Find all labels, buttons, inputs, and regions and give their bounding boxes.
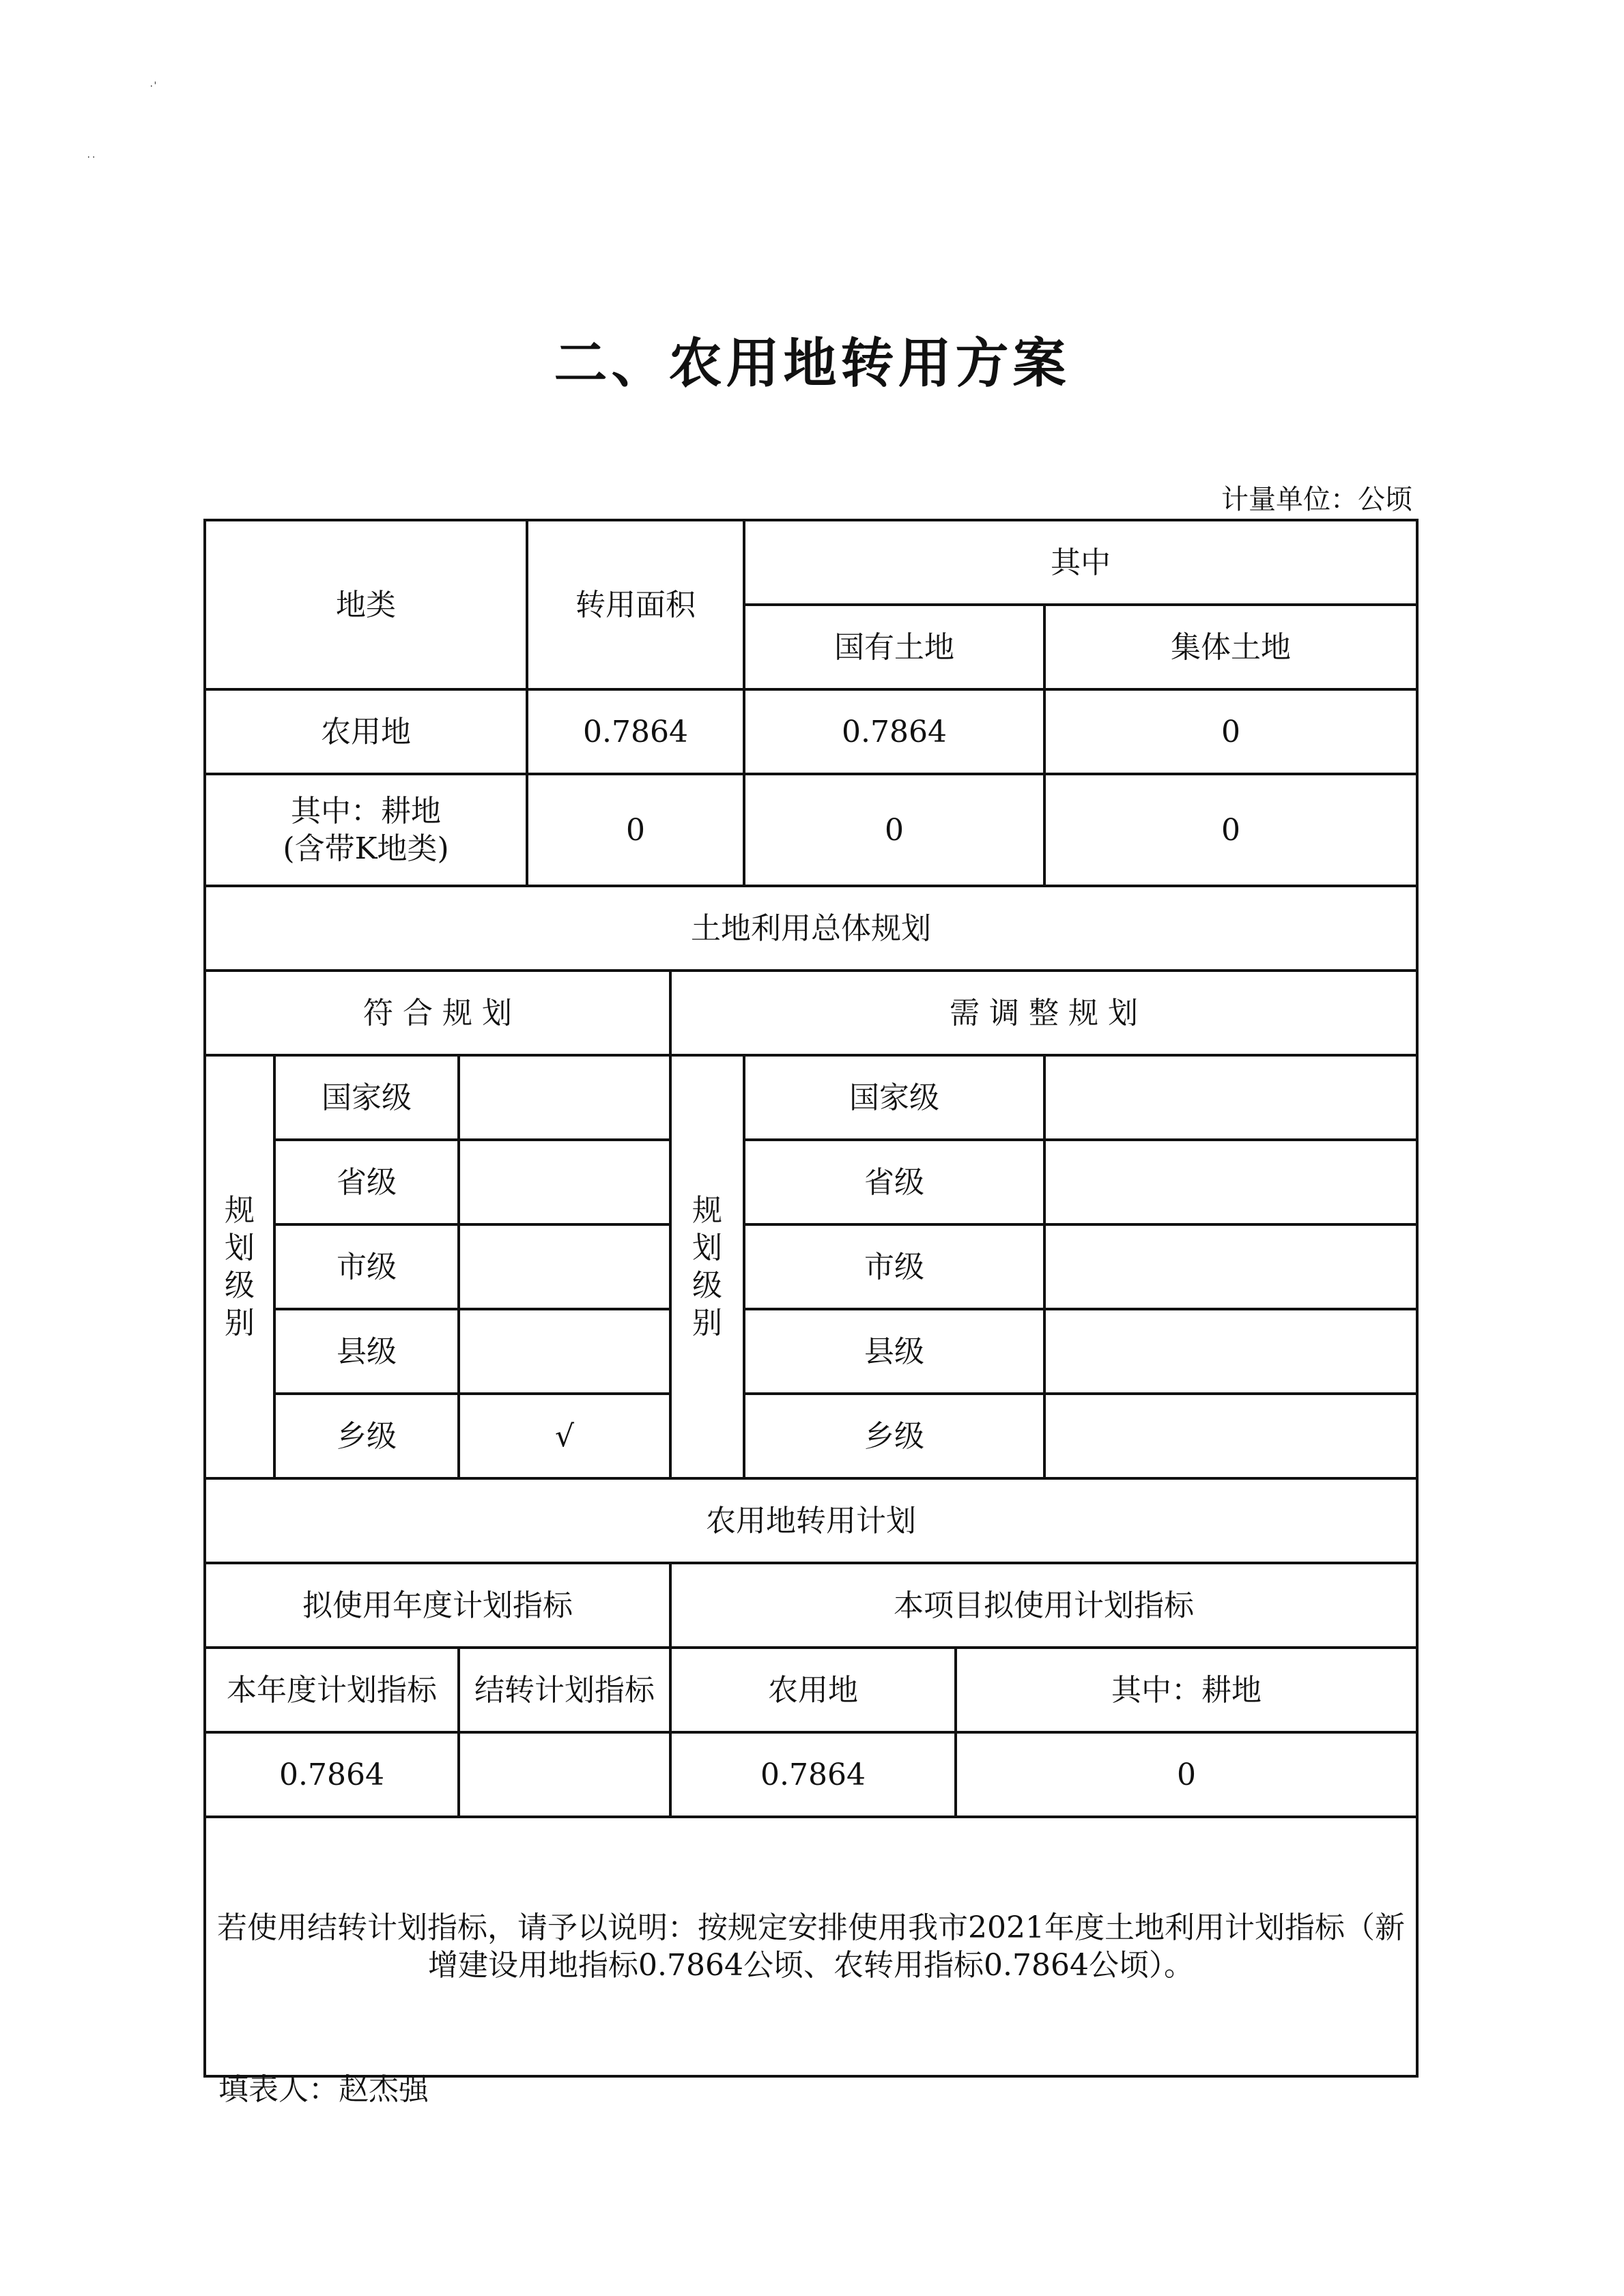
level-row xyxy=(205,1394,1417,1478)
adjust-mark xyxy=(1044,1394,1417,1478)
adjust-mark xyxy=(1044,1140,1417,1224)
carried-over-value xyxy=(459,1732,670,1817)
measurement-unit: 计量单位：公顷 xyxy=(1221,484,1412,515)
cultivated-header: 其中：耕地 xyxy=(956,1648,1417,1732)
header-conversion-area: 转用面积 xyxy=(527,520,744,689)
quota-header-row xyxy=(205,1563,1417,1648)
conversion-plan-table xyxy=(203,519,1419,2078)
scan-speck: ٠٠ xyxy=(86,152,97,162)
level-row xyxy=(205,1224,1417,1309)
header-row-1 xyxy=(205,520,1417,605)
header-land-type: 地类 xyxy=(205,520,527,689)
level-label: 乡级 xyxy=(744,1394,1044,1478)
page-title: 二、农用地转用方案 xyxy=(554,333,1070,394)
annual-quota-header: 拟使用年度计划指标 xyxy=(205,1563,670,1648)
level-label: 市级 xyxy=(744,1224,1044,1309)
compliant-header: 符 合 规 划 xyxy=(205,971,670,1055)
compliant-mark xyxy=(459,1140,670,1224)
level-label: 国家级 xyxy=(274,1055,459,1140)
cultivated-value: 0 xyxy=(956,1732,1417,1817)
level-group-char: 级 xyxy=(225,1268,255,1303)
section-title-conversion: 农用地转用计划 xyxy=(205,1478,1417,1563)
note-text: 若使用结转计划指标，请予以说明：按规定安排使用我市2021年度土地利用计划指标（新增建设用地指标0.7864公顷、农转用指标0.7864公顷）。 xyxy=(205,1817,1417,2076)
row-label-line2: (含带K地类) xyxy=(283,831,449,866)
cell-collective: 0 xyxy=(1044,774,1417,886)
header-of-which: 其中 xyxy=(744,520,1417,605)
compliant-mark xyxy=(459,1055,670,1140)
level-group-char: 别 xyxy=(692,1306,723,1340)
level-group-char: 划 xyxy=(225,1231,255,1265)
level-label: 国家级 xyxy=(744,1055,1044,1140)
level-label: 乡级 xyxy=(274,1394,459,1478)
header-state-land: 国有土地 xyxy=(744,605,1044,689)
level-group-char: 规 xyxy=(692,1193,723,1228)
carried-over-header: 结转计划指标 xyxy=(459,1648,670,1732)
row-label: 农用地 xyxy=(205,689,527,774)
agri-land-header: 农用地 xyxy=(670,1648,956,1732)
level-label: 省级 xyxy=(274,1140,459,1224)
row-label xyxy=(205,774,527,886)
row-label-line1: 其中：耕地 xyxy=(291,794,442,829)
table-row xyxy=(205,774,1417,886)
scan-speck: ٠' xyxy=(149,81,157,91)
adjust-mark xyxy=(1044,1055,1417,1140)
this-year-value: 0.7864 xyxy=(205,1732,459,1817)
needs-adjust-header: 需 调 整 规 划 xyxy=(670,971,1417,1055)
cell-area: 0.7864 xyxy=(527,689,744,774)
level-row xyxy=(205,1309,1417,1394)
level-label: 市级 xyxy=(274,1224,459,1309)
level-group-label-left xyxy=(205,1055,274,1478)
level-group-label-right xyxy=(670,1055,744,1478)
compliant-mark: √ xyxy=(459,1394,670,1478)
compliant-mark xyxy=(459,1224,670,1309)
level-group-char: 级 xyxy=(692,1268,723,1303)
cell-collective: 0 xyxy=(1044,689,1417,774)
quota-value-row xyxy=(205,1732,1417,1817)
level-label: 县级 xyxy=(274,1309,459,1394)
header-collective-land: 集体土地 xyxy=(1044,605,1417,689)
level-label: 县级 xyxy=(744,1309,1044,1394)
form-filler: 填表人：赵杰强 xyxy=(218,2072,429,2107)
level-group-char: 划 xyxy=(692,1231,723,1265)
level-row xyxy=(205,1140,1417,1224)
section-row xyxy=(205,1478,1417,1563)
level-row xyxy=(205,1055,1417,1140)
cell-state: 0 xyxy=(744,774,1044,886)
level-group-char: 规 xyxy=(225,1193,255,1228)
this-year-header: 本年度计划指标 xyxy=(205,1648,459,1732)
level-group-char: 别 xyxy=(225,1306,255,1340)
adjust-mark xyxy=(1044,1224,1417,1309)
agri-land-value: 0.7864 xyxy=(670,1732,956,1817)
adjust-mark xyxy=(1044,1309,1417,1394)
compliant-mark xyxy=(459,1309,670,1394)
quota-subheader-row xyxy=(205,1648,1417,1732)
section-title-planning: 土地利用总体规划 xyxy=(205,886,1417,971)
level-label: 省级 xyxy=(744,1140,1044,1224)
project-quota-header: 本项目拟使用计划指标 xyxy=(670,1563,1417,1648)
table-row xyxy=(205,689,1417,774)
section-row xyxy=(205,886,1417,971)
planning-header-row xyxy=(205,971,1417,1055)
cell-area: 0 xyxy=(527,774,744,886)
cell-state: 0.7864 xyxy=(744,689,1044,774)
note-row xyxy=(205,1817,1417,2076)
